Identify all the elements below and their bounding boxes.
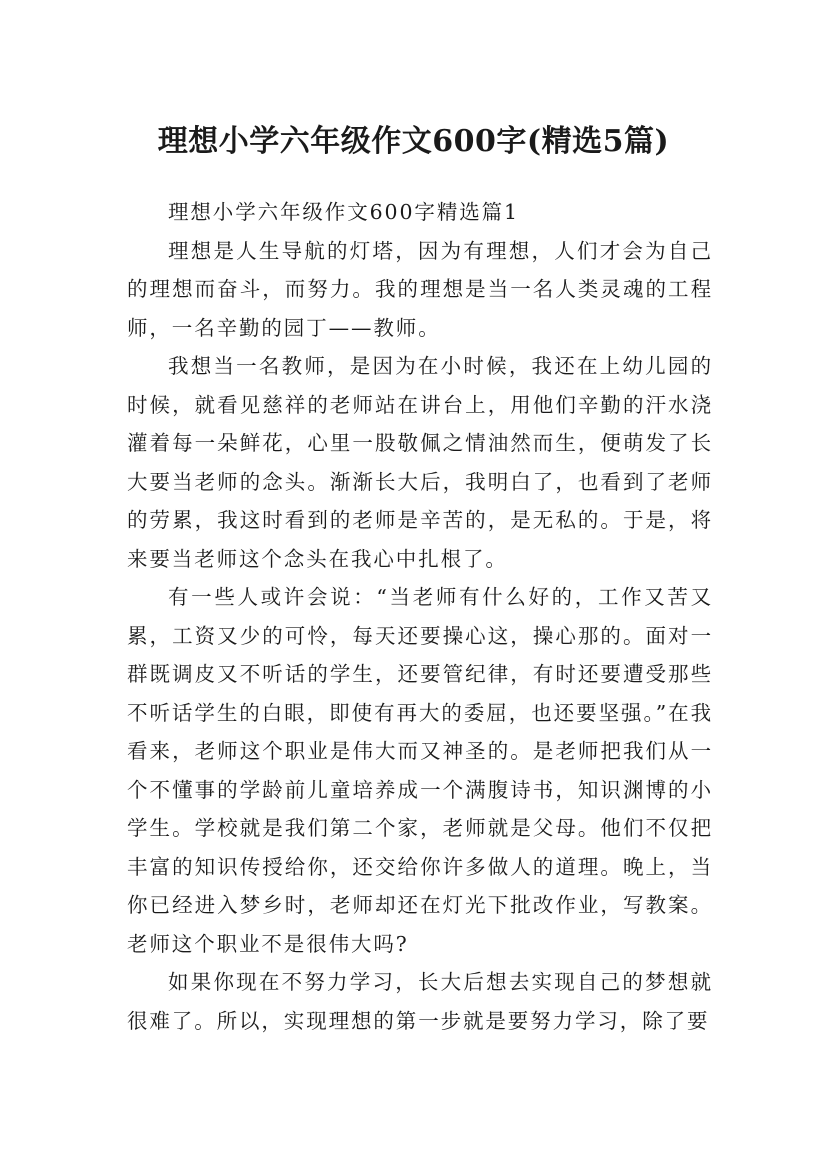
paragraph-2: 我想当一名教师，是因为在小时候，我还在上幼儿园的时候，就看见慈祥的老师站在讲台上，用他们辛勤的汗水浇灌着每一朵鲜花，心里一股敬佩之情油然而生，便萌发了长大要当老师的念头。渐渐长大后，我明白了，也看到了老师的劳累，我这时看到的老师是辛苦的，是无私的。于是，将来要当老师这个念头在我心中扎根了。	[127, 354, 713, 571]
paragraph-1: 理想是人生导航的灯塔，因为有理想，人们才会为自己的理想而奋斗，而努力。我的理想是当一名人类灵魂的工程师，一名辛勤的园丁——教师。	[127, 238, 713, 340]
document-title: 理想小学六年级作文600字(精选5篇)	[157, 124, 670, 160]
section-heading: 理想小学六年级作文600字精选篇1	[168, 200, 519, 224]
paragraph-3: 有一些人或许会说：“当老师有什么好的，工作又苦又累，工资又少的可怜，每天还要操心这，操心那的。面对一群既调皮又不听话的学生，还要管纪律，有时还要遭受那些不听话学生的白眼，即使有再大的委屈，也还要坚强。”在我看来，老师这个职业是伟大而又神圣的。是老师把我们从一个不懂事的学龄前儿童培养成一个满腹诗书，知识渊博的小学生。学校就是我们第二个家，老师就是父母。他们不仅把丰富的知识传授给你，还交给你许多做人的道理。晚上，当你已经进入梦乡时，老师却还在灯光下批改作业，写教案。老师这个职业不是很伟大吗?	[127, 585, 713, 956]
paragraph-4: 如果你现在不努力学习，长大后想去实现自己的梦想就很难了。所以，实现理想的第一步就是要努力学习，除了要	[127, 970, 713, 1033]
document-body	[127, 193, 713, 1040]
